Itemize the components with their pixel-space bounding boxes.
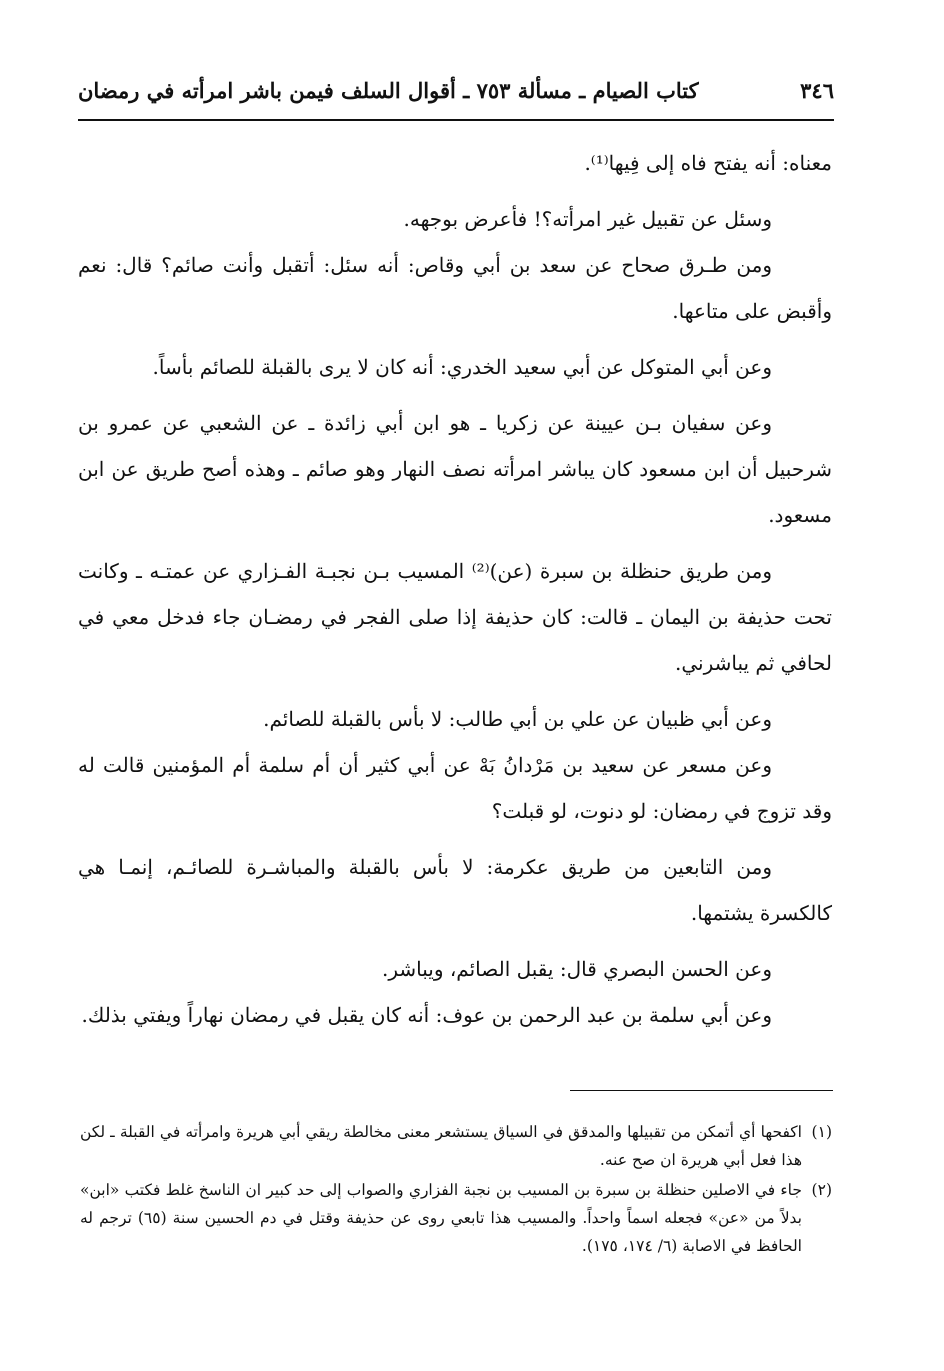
main-text bbox=[78, 140, 832, 1038]
paragraph: وعن أبي سلمة بن عبد الرحمن بن عوف: أنه كان يقبل في رمضان نهاراً ويفتي بذلك. bbox=[81, 1003, 772, 1027]
paragraph: ومن طريق حنظلة بن سبرة (عن)⁽²⁾ المسيب بـن نجبـة الفـزاري عن عمتـه ـ وكانت تحت حذيفة بن اليمان ـ قالت: كان حذيفة إذا صلى الفجر في رمضـان جاء فدخل معي في لحافي ثم يباشرني. bbox=[78, 559, 832, 675]
footnote-text: جاء في الاصلين حنظلة بن سبرة بن المسيب بن نجبة الفزاري والصواب إلى حد كبير ان الناسخ غلط فكتب «ابن» بدلاً من «عن» فجعله اسماً واحداً. والمسيب هذا تابعي روى عن حذيفة وقتل في دم الحسين سنة (٦٥) ترجم له الحافظ في الاصابة (٦/ ١٧٤، ١٧٥). bbox=[80, 1181, 802, 1255]
paragraph: وعن أبي ظبيان عن علي بن أبي طالب: لا بأس بالقبلة للصائم. bbox=[263, 707, 772, 731]
footnote-number: (١) bbox=[811, 1123, 832, 1141]
footnote bbox=[80, 1176, 832, 1260]
footnote bbox=[80, 1118, 832, 1174]
footnote-number: (٢) bbox=[811, 1181, 832, 1199]
paragraph: معناه: أنه يفتح فاه إلى فِيها⁽¹⁾. bbox=[584, 151, 832, 175]
paragraph: وعن أبي المتوكل عن أبي سعيد الخدري: أنه كان لا يرى بالقبلة للصائم بأساً. bbox=[152, 355, 772, 379]
running-title: كتاب الصيام ـ مسألة ٧٥٣ ـ أقوال السلف فيمن باشر امرأته في رمضان bbox=[78, 77, 699, 103]
footnote-divider bbox=[570, 1090, 833, 1091]
paragraph: وعن مسعر عن سعيد بن مَرْدانُ بَهْ عن أبي كثير أن أم سلمة أم المؤمنين قالت له وقد تزوج في رمضان: لو دنوت، لو قبلت؟ bbox=[78, 753, 832, 823]
header-divider bbox=[78, 119, 834, 121]
page-number: ٣٤٦ bbox=[800, 77, 834, 103]
paragraph: وعن الحسن البصري قال: يقبل الصائم، ويباشر. bbox=[381, 957, 772, 981]
footnote-text: اكفحها أي أتمكن من تقبيلها والمدقق في السياق يستشعر معنى مخالطة ريقي أبي هريرة وامرأته في القبلة ـ لكن هذا فعل أبي هريرة ان صح عنه. bbox=[80, 1123, 802, 1169]
paragraph: ومن طـرق صحاح عن سعد بن أبي وقاص: أنه سئل: أتقبل وأنت صائم؟ قال: نعم وأقبض على متاعها. bbox=[78, 253, 832, 323]
footnotes bbox=[80, 1118, 832, 1262]
paragraph: وعن سفيان بـن عيينة عن زكريا ـ هو ابن أبي زائدة ـ عن الشعبي عن عمرو بن شرحبيل أن ابن مسعود كان يباشر امرأته نصف النهار وهو صائم ـ وهذه أصح طريق عن ابن مسعود. bbox=[78, 411, 832, 527]
paragraph: ومن التابعين من طريق عكرمة: لا بأس بالقبلة والمباشـرة للصائـم، إنمـا هي كالكسرة يشتمها. bbox=[78, 855, 832, 925]
page-header bbox=[78, 68, 834, 112]
paragraph: وسئل عن تقبيل غير امرأته؟! فأعرض بوجهه. bbox=[403, 207, 772, 231]
